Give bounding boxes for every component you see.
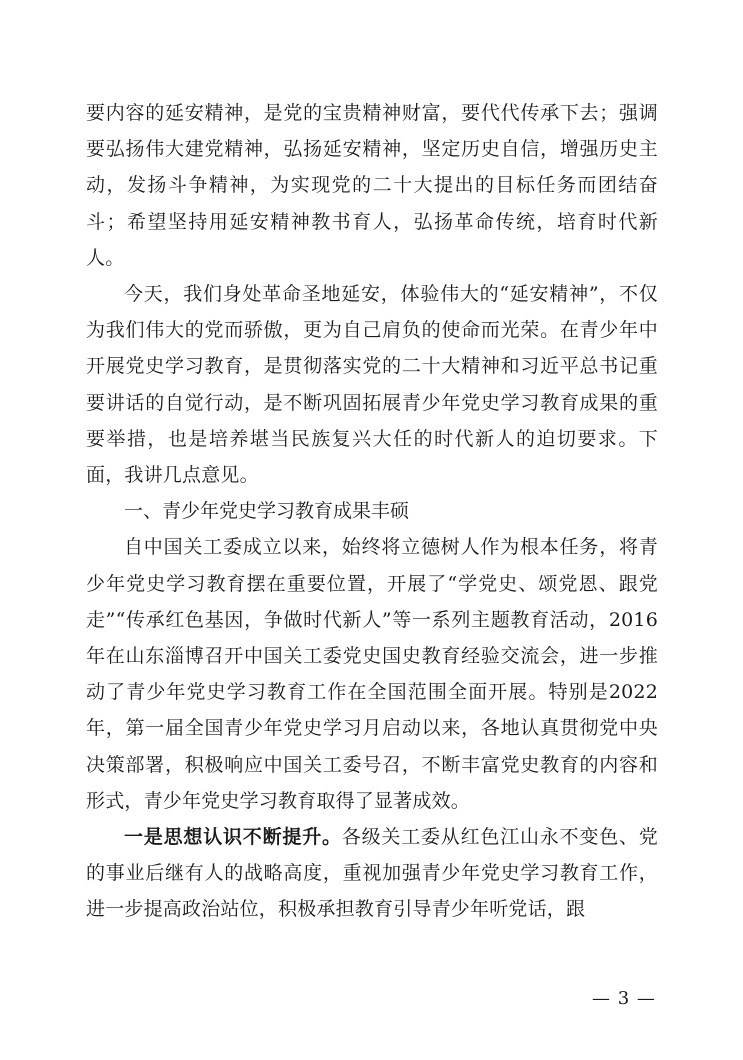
section-paragraph: 自中国关工委成立以来，始终将立德树人作为根本任务，将青少年党史学习教育摆在重要位置，开展了“学党史、颂党恩、跟党走”“传承红色基因，争做时代新人”等一系列主题教育活动，2016年在山东淄博召开中国关工委党史国史教育经验交流会，进一步推动了青少年党史学习教育工作在全国范围全面开展。特别是2022年，第一届全国青少年党史学习月启动以来，各地认真贯彻党中央决策部署，积极响应中国关工委号召，不断丰富党史教育的内容和形式，青少年党史学习教育取得了显著成效。 [86,536,658,812]
paragraph-yanan-spirit: 今天，我们身处革命圣地延安，体验伟大的“延安精神”，不仅为我们伟大的党而骄傲，更为自己肩负的使命而光荣。在青少年中开展党史学习教育，是贯彻落实党的二十大精神和习近平总书记重要讲话的自觉行动，是不断巩固拓展青少年党史学习教育成果的重要举措，也是培养堪当民族复兴大任的时代新人的迫切要求。下面，我讲几点意见。 [86,283,658,487]
point-paragraph [86,819,658,928]
paragraph-continuation: 要内容的延安精神，是党的宝贵精神财富，要代代传承下去；强调要弘扬伟大建党精神，弘扬延安精神，坚定历史自信，增强历史主动，发扬斗争精神，为实现党的二十大提出的目标任务而团结奋斗；希望坚持用延安精神教书育人，弘扬革命传统，培育时代新人。 [86,102,658,269]
point-lead: 一是思想认识不断提升。 [124,826,342,849]
page-number: — 3 — [592,988,656,1009]
document-body [86,95,658,928]
section-heading: 一、青少年党史学习教育成果丰硕 [124,500,410,523]
point-text: 各级关工委从红色江山永不变色、党的事业后继有人的战略高度，重视加强青少年党史学习教育工作，进一步提高政治站位，积极承担教育引导青少年听党话，跟 [86,826,659,921]
